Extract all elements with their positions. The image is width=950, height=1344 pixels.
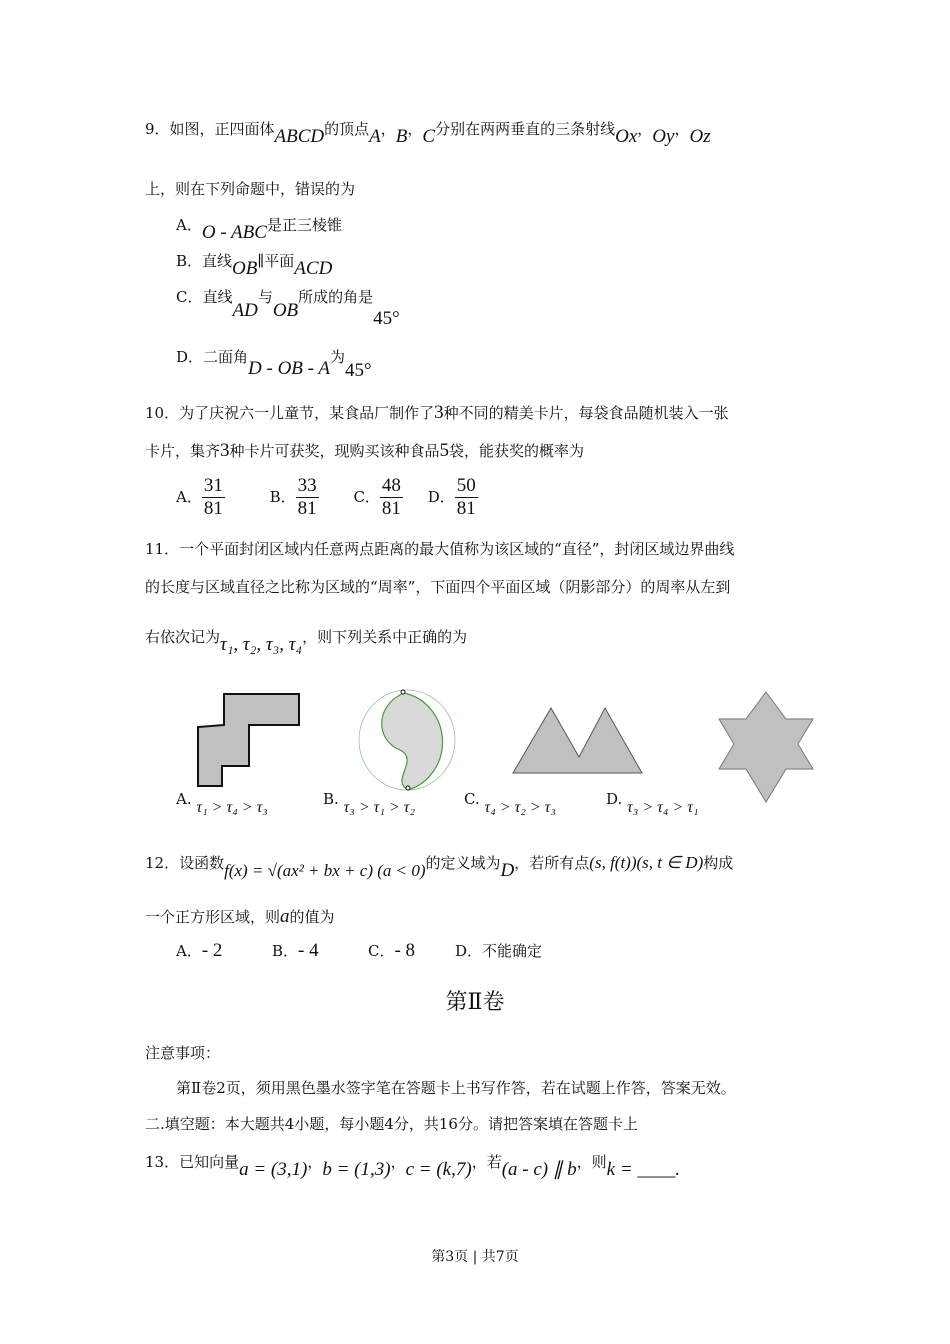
section-title: 第Ⅱ卷 <box>445 990 505 1015</box>
label: C．直线 <box>176 288 233 306</box>
q11-option-a <box>176 790 268 816</box>
q10-option-c <box>353 475 402 519</box>
q9-option-a <box>176 214 342 243</box>
text: ，若所有点 <box>514 854 590 872</box>
math: D <box>500 860 515 881</box>
q12-option-c <box>368 940 415 962</box>
text: 构成 <box>703 854 734 872</box>
denominator: 81 <box>203 498 223 519</box>
math: τ₄ > τ₂ > τ₃ <box>484 799 556 816</box>
text: 卡片，集齐 <box>145 442 221 460</box>
page-footer: 第3页 | 共7页 <box>431 1249 519 1265</box>
q12-option-b <box>272 940 319 962</box>
math: OB <box>232 258 258 279</box>
text: 种卡片可获奖，现购买该种食品 <box>229 442 440 460</box>
text: 与 <box>257 288 273 306</box>
math: τ₃ > τ₄ > τ₁ <box>627 799 699 816</box>
math: 45° <box>345 360 372 381</box>
text: ， <box>307 1153 323 1171</box>
math: Oz <box>689 126 711 147</box>
math: c = (k,7) <box>405 1159 472 1180</box>
denominator: 81 <box>297 498 317 519</box>
math: τ₃ > τ₁ > τ₂ <box>343 799 416 816</box>
q12-line1 <box>145 852 734 881</box>
label: C． <box>353 487 380 506</box>
q11-line3 <box>145 626 468 655</box>
part2-heading: 二.填空题：本大题共4小题，每小题4分，共16分。请把答案填在答题卡上 <box>145 1115 638 1133</box>
staircase-shape <box>198 694 299 786</box>
label: A． <box>176 487 202 506</box>
numerator: 33 <box>297 475 317 496</box>
label: C． <box>368 942 395 960</box>
q11-option-b <box>323 790 416 816</box>
text: 12．设函数 <box>145 854 225 872</box>
label: A． <box>176 942 202 960</box>
q12-option-d <box>455 940 542 961</box>
label: D. <box>606 790 623 808</box>
math: ACD <box>294 258 333 279</box>
math: O - ABC <box>201 222 267 243</box>
q10-option-d <box>427 475 478 519</box>
q9-line1 <box>145 118 711 147</box>
math: B <box>395 126 408 147</box>
text: 的值为 <box>289 908 335 926</box>
text: ， <box>637 120 653 138</box>
q12-option-a <box>176 940 222 962</box>
q12-line2 <box>145 906 335 928</box>
value: - 2 <box>201 940 223 961</box>
value: - 8 <box>394 940 416 961</box>
text: 一个正方形区域，则 <box>145 908 281 926</box>
numerator: 50 <box>456 475 476 496</box>
text: ，则下列关系中正确的为 <box>302 628 468 646</box>
math: (a - c) ∥ b <box>501 1159 577 1180</box>
q11-option-d <box>606 790 699 816</box>
math: 3 <box>220 440 230 461</box>
label: D． <box>427 487 455 506</box>
math: k = ____. <box>606 1159 681 1180</box>
label: C. <box>464 790 480 808</box>
q10-options <box>176 475 478 520</box>
text: 袋，能获奖的概率为 <box>449 442 585 460</box>
label: D． <box>455 942 483 960</box>
q9-option-b <box>176 250 333 279</box>
text: 是正三棱锥 <box>266 216 342 234</box>
q9-option-d <box>176 346 372 381</box>
numerator: 48 <box>381 475 401 496</box>
q10-option-a <box>176 475 225 519</box>
q11-option-c <box>464 790 556 816</box>
text: 的定义域为 <box>425 854 501 872</box>
q11-line2: 的长度与区域直径之比称为区域的“周率”，下面四个平面区域（阴影部分）的周率从左到 <box>145 578 731 596</box>
math: OB <box>272 300 299 321</box>
label: D．二面角 <box>176 348 249 366</box>
math: f(x) = √(ax² + bx + c) (a < 0) <box>224 861 426 880</box>
text: 种不同的精美卡片，每袋食品随机装入一张 <box>443 404 729 422</box>
label: B． <box>269 487 296 506</box>
math: b = (1,3) <box>322 1159 391 1180</box>
text: ， <box>390 1153 406 1171</box>
math: 45° <box>373 308 400 329</box>
text: 13．已知向量 <box>145 1153 240 1171</box>
notice-heading: 注意事项： <box>145 1044 221 1062</box>
q9-line2: 上，则在下列命题中，错误的为 <box>145 180 356 198</box>
label: A． <box>176 216 202 234</box>
text: ，若 <box>471 1153 502 1171</box>
math: a <box>280 906 290 927</box>
text: ∥平面 <box>257 252 295 270</box>
math: C <box>422 126 436 147</box>
text: ， <box>380 120 396 138</box>
text: ， <box>407 120 423 138</box>
math: Ox <box>615 126 638 147</box>
denominator: 81 <box>381 498 401 519</box>
text: ，则 <box>576 1153 607 1171</box>
q10-option-b <box>269 475 319 519</box>
yin-yang-shape <box>359 690 455 790</box>
denominator: 81 <box>456 498 476 519</box>
text: 分别在两两垂直的三条射线 <box>435 120 616 138</box>
notice-body: 第Ⅱ卷2页，须用黑色墨水签字笔在答题卡上书写作答，若在试题上作答，答案无效。 <box>176 1079 736 1097</box>
math: (s, f(t))(s, t ∈ D) <box>589 853 704 872</box>
two-triangles-shape <box>513 708 642 773</box>
math: τ₁ > τ₄ > τ₃ <box>196 799 268 816</box>
value: - 4 <box>298 940 319 961</box>
numerator: 31 <box>203 475 223 496</box>
math: 5 <box>439 440 450 461</box>
math: A <box>369 126 381 147</box>
text: 右依次记为 <box>145 628 221 646</box>
label: A. <box>176 790 192 808</box>
text: 10．为了庆祝六一儿童节，某食品厂制作了 <box>145 404 435 422</box>
text: 9．如图，正四面体 <box>145 120 275 138</box>
text: 为 <box>330 348 346 366</box>
math: D - OB - A <box>248 358 330 379</box>
math: Oy <box>652 126 675 147</box>
q11-line1: 11．一个平面封闭区域内任意两点距离的最大值称为该区域的“直径”，封闭区域边界曲线 <box>145 540 735 558</box>
value: 不能确定 <box>482 942 543 960</box>
text: ， <box>674 120 690 138</box>
hexagram-shape <box>719 692 813 802</box>
math: a = (3,1) <box>239 1159 308 1180</box>
text: 所成的角是 <box>298 288 374 306</box>
math: ABCD <box>274 126 325 147</box>
label: B. <box>323 790 339 808</box>
label: B．直线 <box>176 252 233 270</box>
math: AD <box>232 300 258 321</box>
math: τ₁, τ₂, τ₃, τ₄ <box>220 634 303 655</box>
q13-line <box>145 1150 681 1180</box>
q9-option-c <box>176 286 400 329</box>
q10-line1 <box>145 402 729 424</box>
math: 3 <box>434 402 444 423</box>
label: B． <box>272 942 299 960</box>
text: 的顶点 <box>324 120 370 138</box>
q10-line2 <box>145 440 584 462</box>
